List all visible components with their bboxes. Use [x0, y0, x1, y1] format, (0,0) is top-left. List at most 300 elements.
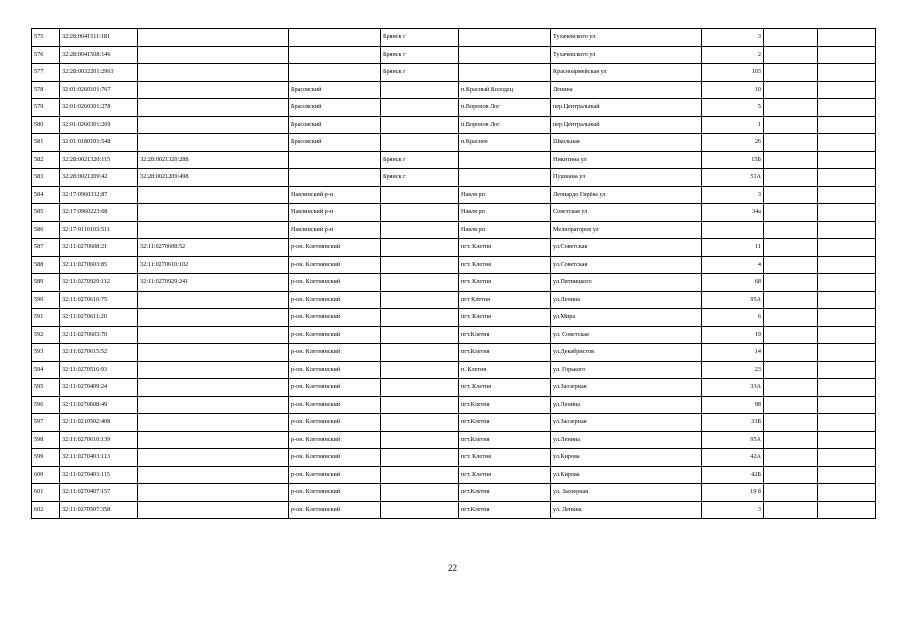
- empty-cell: [818, 396, 876, 414]
- table-row: [32, 134, 876, 152]
- district-cell: Брасовский: [289, 81, 381, 99]
- cadastral-number-2-cell: [138, 501, 289, 519]
- cadastral-number-cell: 32:11:0270516:93: [60, 361, 138, 379]
- street-cell: пер.Центральный: [551, 116, 702, 134]
- empty-cell: [818, 134, 876, 152]
- cadastral-number-cell: 32:11:0270608:21: [60, 239, 138, 257]
- settlement-cell: пгт. Клетня: [459, 379, 551, 397]
- empty-cell: [818, 274, 876, 292]
- empty-cell: [764, 46, 818, 64]
- district-cell: [289, 46, 381, 64]
- cadastral-number-cell: 32:11:0270403:113: [60, 449, 138, 467]
- settlement-cell: п.Воронов Лог: [459, 99, 551, 117]
- house-number-cell: 6: [702, 309, 764, 327]
- street-cell: Никитина ул: [551, 151, 702, 169]
- empty-cell: [818, 221, 876, 239]
- city-cell: [381, 309, 459, 327]
- empty-cell: [764, 379, 818, 397]
- cadastral-number-cell: 32:28:0041508:146: [60, 46, 138, 64]
- district-cell: р-он. Клетнянский: [289, 449, 381, 467]
- cadastral-number-2-cell: [138, 466, 289, 484]
- empty-cell: [818, 99, 876, 117]
- empty-cell: [818, 379, 876, 397]
- empty-cell: [818, 414, 876, 432]
- empty-cell: [764, 449, 818, 467]
- row-number-cell: 592: [32, 326, 60, 344]
- empty-cell: [764, 169, 818, 187]
- street-cell: пер.Центральный: [551, 99, 702, 117]
- empty-cell: [818, 449, 876, 467]
- cadastral-number-cell: 32:28:0041511:181: [60, 29, 138, 47]
- cadastral-number-cell: 32:11:0270929:112: [60, 274, 138, 292]
- empty-cell: [818, 64, 876, 82]
- cadastral-number-cell: 32:11:0270608:49: [60, 396, 138, 414]
- register-table: [31, 28, 876, 519]
- settlement-cell: пгт. Клетня: [459, 274, 551, 292]
- city-cell: [381, 274, 459, 292]
- street-cell: ул.Мира: [551, 309, 702, 327]
- empty-cell: [818, 291, 876, 309]
- cadastral-number-2-cell: [138, 309, 289, 327]
- street-cell: ул.Пятницкого: [551, 274, 702, 292]
- district-cell: [289, 29, 381, 47]
- empty-cell: [818, 81, 876, 99]
- empty-cell: [764, 501, 818, 519]
- district-cell: р-он. Клетнянский: [289, 379, 381, 397]
- settlement-cell: пгт. Клетня: [459, 466, 551, 484]
- row-number-cell: 600: [32, 466, 60, 484]
- cadastral-number-2-cell: [138, 344, 289, 362]
- row-number-cell: 595: [32, 379, 60, 397]
- house-number-cell: [702, 221, 764, 239]
- house-number-cell: 68: [702, 274, 764, 292]
- table-row: [32, 466, 876, 484]
- settlement-cell: [459, 169, 551, 187]
- house-number-cell: 5: [702, 99, 764, 117]
- table-row: [32, 484, 876, 502]
- cadastral-number-cell: 32:01:0260101:767: [60, 81, 138, 99]
- cadastral-number-2-cell: [138, 204, 289, 222]
- settlement-cell: [459, 64, 551, 82]
- house-number-cell: 3: [702, 501, 764, 519]
- settlement-cell: п. Клетня: [459, 361, 551, 379]
- street-cell: ул.Кирова: [551, 449, 702, 467]
- row-number-cell: 594: [32, 361, 60, 379]
- row-number-cell: 602: [32, 501, 60, 519]
- house-number-cell: 103: [702, 64, 764, 82]
- city-cell: [381, 291, 459, 309]
- empty-cell: [764, 81, 818, 99]
- row-number-cell: 577: [32, 64, 60, 82]
- cadastral-number-2-cell: [138, 81, 289, 99]
- street-cell: ул. Горького: [551, 361, 702, 379]
- city-cell: [381, 134, 459, 152]
- table-row: [32, 396, 876, 414]
- house-number-cell: 51А: [702, 169, 764, 187]
- cadastral-number-cell: 32:17:0110103:511: [60, 221, 138, 239]
- cadastral-number-cell: 32:01:0260301:278: [60, 99, 138, 117]
- cadastral-number-2-cell: 32:28:0021320:288: [138, 151, 289, 169]
- cadastral-number-cell: 32:01:0260301:269: [60, 116, 138, 134]
- cadastral-number-2-cell: 32:11:0270929:241: [138, 274, 289, 292]
- cadastral-number-cell: 32:11:0270603:70: [60, 326, 138, 344]
- table-row: [32, 46, 876, 64]
- city-cell: [381, 361, 459, 379]
- empty-cell: [764, 414, 818, 432]
- cadastral-number-cell: 32:01:0180101:548: [60, 134, 138, 152]
- city-cell: [381, 204, 459, 222]
- table-row: [32, 501, 876, 519]
- district-cell: р-он. Клетнянский: [289, 414, 381, 432]
- empty-cell: [764, 396, 818, 414]
- cadastral-number-cell: 32:17:0960332:87: [60, 186, 138, 204]
- settlement-cell: пгт.Клетня: [459, 344, 551, 362]
- street-cell: ул.Декабристов: [551, 344, 702, 362]
- district-cell: [289, 169, 381, 187]
- city-cell: [381, 186, 459, 204]
- district-cell: р-он. Клетнянский: [289, 361, 381, 379]
- city-cell: [381, 396, 459, 414]
- settlement-cell: пгт Клетня: [459, 291, 551, 309]
- cadastral-number-cell: 32:11:0270407:157: [60, 484, 138, 502]
- empty-cell: [818, 326, 876, 344]
- house-number-cell: 95А: [702, 431, 764, 449]
- house-number-cell: 4: [702, 256, 764, 274]
- city-cell: [381, 501, 459, 519]
- house-number-cell: 2: [702, 46, 764, 64]
- settlement-cell: пгт. Клетня: [459, 449, 551, 467]
- city-cell: [381, 256, 459, 274]
- settlement-cell: пгт. Клетня: [459, 309, 551, 327]
- district-cell: р-он. Клетнянский: [289, 256, 381, 274]
- district-cell: р-он. Клетнянский: [289, 309, 381, 327]
- table-row: [32, 449, 876, 467]
- empty-cell: [818, 431, 876, 449]
- cadastral-number-cell: 32:28:0021209:42: [60, 169, 138, 187]
- city-cell: [381, 431, 459, 449]
- empty-cell: [818, 344, 876, 362]
- table-row: [32, 204, 876, 222]
- district-cell: р-он. Клетнянский: [289, 501, 381, 519]
- table-row: [32, 151, 876, 169]
- street-cell: Тухачевского ул: [551, 46, 702, 64]
- settlement-cell: пгт. Клетня: [459, 256, 551, 274]
- empty-cell: [818, 169, 876, 187]
- row-number-cell: 586: [32, 221, 60, 239]
- empty-cell: [818, 256, 876, 274]
- city-cell: [381, 221, 459, 239]
- cadastral-number-cell: 32:17:0960223:68: [60, 204, 138, 222]
- settlement-cell: [459, 46, 551, 64]
- settlement-cell: Навля рп: [459, 221, 551, 239]
- table-row: [32, 379, 876, 397]
- house-number-cell: 23: [702, 361, 764, 379]
- city-cell: Брянск г: [381, 151, 459, 169]
- district-cell: Брасовский: [289, 134, 381, 152]
- cadastral-number-cell: 32:11:0270611:20: [60, 309, 138, 327]
- settlement-cell: п.Красное: [459, 134, 551, 152]
- row-number-cell: 601: [32, 484, 60, 502]
- cadastral-number-2-cell: [138, 291, 289, 309]
- district-cell: Навлинский р-н: [289, 186, 381, 204]
- cadastral-number-cell: 32:11:0270403:115: [60, 466, 138, 484]
- table-row: [32, 29, 876, 47]
- empty-cell: [818, 151, 876, 169]
- house-number-cell: 10: [702, 81, 764, 99]
- settlement-cell: Навля рп: [459, 186, 551, 204]
- street-cell: ул.Ленина: [551, 291, 702, 309]
- city-cell: [381, 449, 459, 467]
- district-cell: Навлинский р-н: [289, 204, 381, 222]
- table-row: [32, 309, 876, 327]
- empty-cell: [764, 29, 818, 47]
- empty-cell: [818, 29, 876, 47]
- settlement-cell: пгт.Клетня: [459, 326, 551, 344]
- empty-cell: [818, 116, 876, 134]
- house-number-cell: 1: [702, 116, 764, 134]
- row-number-cell: 582: [32, 151, 60, 169]
- street-cell: Ленина: [551, 81, 702, 99]
- district-cell: Брасовский: [289, 116, 381, 134]
- street-cell: ул.Ленина: [551, 431, 702, 449]
- settlement-cell: [459, 151, 551, 169]
- house-number-cell: 19: [702, 326, 764, 344]
- cadastral-number-2-cell: [138, 431, 289, 449]
- table-row: [32, 361, 876, 379]
- city-cell: [381, 99, 459, 117]
- settlement-cell: пгт.Клетня: [459, 414, 551, 432]
- cadastral-number-2-cell: 32:11:0270608:52: [138, 239, 289, 257]
- district-cell: р-он. Клетнянский: [289, 466, 381, 484]
- row-number-cell: 575: [32, 29, 60, 47]
- district-cell: [289, 151, 381, 169]
- table-row: [32, 344, 876, 362]
- empty-cell: [764, 134, 818, 152]
- row-number-cell: 584: [32, 186, 60, 204]
- settlement-cell: Навля рп: [459, 204, 551, 222]
- street-cell: Красноармейская ул: [551, 64, 702, 82]
- street-cell: ул.Кирова: [551, 466, 702, 484]
- district-cell: р-он. Клетнянский: [289, 344, 381, 362]
- district-cell: р-он. Клетнянский: [289, 291, 381, 309]
- cadastral-number-2-cell: 32:11:0270610:102: [138, 256, 289, 274]
- city-cell: [381, 466, 459, 484]
- house-number-cell: 42А: [702, 449, 764, 467]
- empty-cell: [764, 256, 818, 274]
- empty-cell: [764, 239, 818, 257]
- empty-cell: [818, 484, 876, 502]
- table-row: [32, 81, 876, 99]
- empty-cell: [818, 309, 876, 327]
- street-cell: Мелиораторов ул: [551, 221, 702, 239]
- empty-cell: [818, 186, 876, 204]
- empty-cell: [764, 344, 818, 362]
- cadastral-number-cell: 32:11:0270409:24: [60, 379, 138, 397]
- house-number-cell: 26: [702, 134, 764, 152]
- street-cell: Пушкина ул: [551, 169, 702, 187]
- cadastral-number-2-cell: [138, 396, 289, 414]
- street-cell: ул.Ленина: [551, 396, 702, 414]
- cadastral-number-2-cell: [138, 484, 289, 502]
- settlement-cell: пгт.Клетня: [459, 431, 551, 449]
- house-number-cell: 3: [702, 186, 764, 204]
- street-cell: Школьная: [551, 134, 702, 152]
- row-number-cell: 599: [32, 449, 60, 467]
- cadastral-number-2-cell: 32:28:0021209:498: [138, 169, 289, 187]
- empty-cell: [818, 239, 876, 257]
- table-row: [32, 291, 876, 309]
- row-number-cell: 578: [32, 81, 60, 99]
- city-cell: [381, 484, 459, 502]
- house-number-cell: 34а: [702, 204, 764, 222]
- street-cell: ул. Советская: [551, 326, 702, 344]
- empty-cell: [764, 204, 818, 222]
- empty-cell: [764, 221, 818, 239]
- table-row: [32, 169, 876, 187]
- table-row: [32, 256, 876, 274]
- table-row: [32, 116, 876, 134]
- city-cell: Брянск г: [381, 64, 459, 82]
- row-number-cell: 593: [32, 344, 60, 362]
- table-row: [32, 99, 876, 117]
- row-number-cell: 598: [32, 431, 60, 449]
- empty-cell: [764, 431, 818, 449]
- settlement-cell: пгт.Клетня: [459, 484, 551, 502]
- street-cell: Тухачевского ул: [551, 29, 702, 47]
- cadastral-number-2-cell: [138, 449, 289, 467]
- district-cell: р-он. Клетнянский: [289, 274, 381, 292]
- cadastral-number-cell: 32:28:0021320:115: [60, 151, 138, 169]
- empty-cell: [764, 186, 818, 204]
- cadastral-number-2-cell: [138, 64, 289, 82]
- page-number: 22: [448, 563, 457, 573]
- city-cell: [381, 326, 459, 344]
- house-number-cell: 11: [702, 239, 764, 257]
- settlement-cell: пгт.Клетня: [459, 396, 551, 414]
- cadastral-number-cell: 32:11:0270610:75: [60, 291, 138, 309]
- empty-cell: [818, 501, 876, 519]
- city-cell: Брянск г: [381, 169, 459, 187]
- row-number-cell: 581: [32, 134, 60, 152]
- table-row: [32, 414, 876, 432]
- empty-cell: [764, 309, 818, 327]
- table-row: [32, 64, 876, 82]
- street-cell: ул.Заозерная: [551, 379, 702, 397]
- settlement-cell: п.Воронов Лог: [459, 116, 551, 134]
- register-table-body: [32, 29, 876, 519]
- district-cell: Брасовский: [289, 99, 381, 117]
- city-cell: [381, 379, 459, 397]
- street-cell: ул. Ленина: [551, 501, 702, 519]
- house-number-cell: 15Б: [702, 151, 764, 169]
- table-row: [32, 431, 876, 449]
- district-cell: р-он. Клетнянский: [289, 431, 381, 449]
- cadastral-number-cell: 32:28:0032201:2963: [60, 64, 138, 82]
- cadastral-number-2-cell: [138, 379, 289, 397]
- row-number-cell: 585: [32, 204, 60, 222]
- empty-cell: [764, 64, 818, 82]
- empty-cell: [818, 361, 876, 379]
- empty-cell: [764, 151, 818, 169]
- row-number-cell: 589: [32, 274, 60, 292]
- empty-cell: [764, 99, 818, 117]
- cadastral-number-2-cell: [138, 221, 289, 239]
- city-cell: [381, 344, 459, 362]
- empty-cell: [764, 484, 818, 502]
- empty-cell: [818, 466, 876, 484]
- street-cell: ул. Заозерная: [551, 484, 702, 502]
- row-number-cell: 583: [32, 169, 60, 187]
- row-number-cell: 596: [32, 396, 60, 414]
- settlement-cell: п.Красный Колодец: [459, 81, 551, 99]
- district-cell: р-он. Клетнянский: [289, 396, 381, 414]
- empty-cell: [764, 466, 818, 484]
- city-cell: [381, 81, 459, 99]
- street-cell: Советская ул: [551, 204, 702, 222]
- cadastral-number-2-cell: [138, 116, 289, 134]
- cadastral-number-2-cell: [138, 99, 289, 117]
- city-cell: [381, 239, 459, 257]
- row-number-cell: 587: [32, 239, 60, 257]
- empty-cell: [764, 326, 818, 344]
- cadastral-number-2-cell: [138, 29, 289, 47]
- city-cell: Брянск г: [381, 46, 459, 64]
- row-number-cell: 597: [32, 414, 60, 432]
- district-cell: [289, 64, 381, 82]
- empty-cell: [818, 46, 876, 64]
- table-row: [32, 221, 876, 239]
- cadastral-number-2-cell: [138, 134, 289, 152]
- settlement-cell: пгт.Клетня: [459, 501, 551, 519]
- cadastral-number-2-cell: [138, 326, 289, 344]
- street-cell: ул.Заозерная: [551, 414, 702, 432]
- house-number-cell: 98: [702, 396, 764, 414]
- cadastral-number-2-cell: [138, 186, 289, 204]
- empty-cell: [764, 361, 818, 379]
- row-number-cell: 590: [32, 291, 60, 309]
- street-cell: ул.Советская: [551, 239, 702, 257]
- house-number-cell: 95А: [702, 291, 764, 309]
- cadastral-number-cell: 32:11:0270615:52: [60, 344, 138, 362]
- street-cell: Леонардо Гирёва ул: [551, 186, 702, 204]
- house-number-cell: 3: [702, 29, 764, 47]
- settlement-cell: [459, 29, 551, 47]
- row-number-cell: 588: [32, 256, 60, 274]
- empty-cell: [764, 116, 818, 134]
- cadastral-number-cell: 32:11:0270603:85: [60, 256, 138, 274]
- city-cell: Брянск г: [381, 29, 459, 47]
- house-number-cell: 33Б: [702, 414, 764, 432]
- cadastral-number-cell: 32:11:0270610:139: [60, 431, 138, 449]
- table-row: [32, 274, 876, 292]
- table-row: [32, 186, 876, 204]
- row-number-cell: 579: [32, 99, 60, 117]
- district-cell: р-он. Клетнянский: [289, 484, 381, 502]
- house-number-cell: 19 б: [702, 484, 764, 502]
- city-cell: [381, 414, 459, 432]
- empty-cell: [764, 274, 818, 292]
- house-number-cell: 42Б: [702, 466, 764, 484]
- house-number-cell: 33А: [702, 379, 764, 397]
- cadastral-number-2-cell: [138, 46, 289, 64]
- district-cell: Навлинский р-н: [289, 221, 381, 239]
- district-cell: р-он. Клетнянский: [289, 239, 381, 257]
- house-number-cell: 14: [702, 344, 764, 362]
- district-cell: р-он. Клетнянский: [289, 326, 381, 344]
- empty-cell: [764, 291, 818, 309]
- cadastral-number-cell: 32:11:0270507:358: [60, 501, 138, 519]
- table-row: [32, 326, 876, 344]
